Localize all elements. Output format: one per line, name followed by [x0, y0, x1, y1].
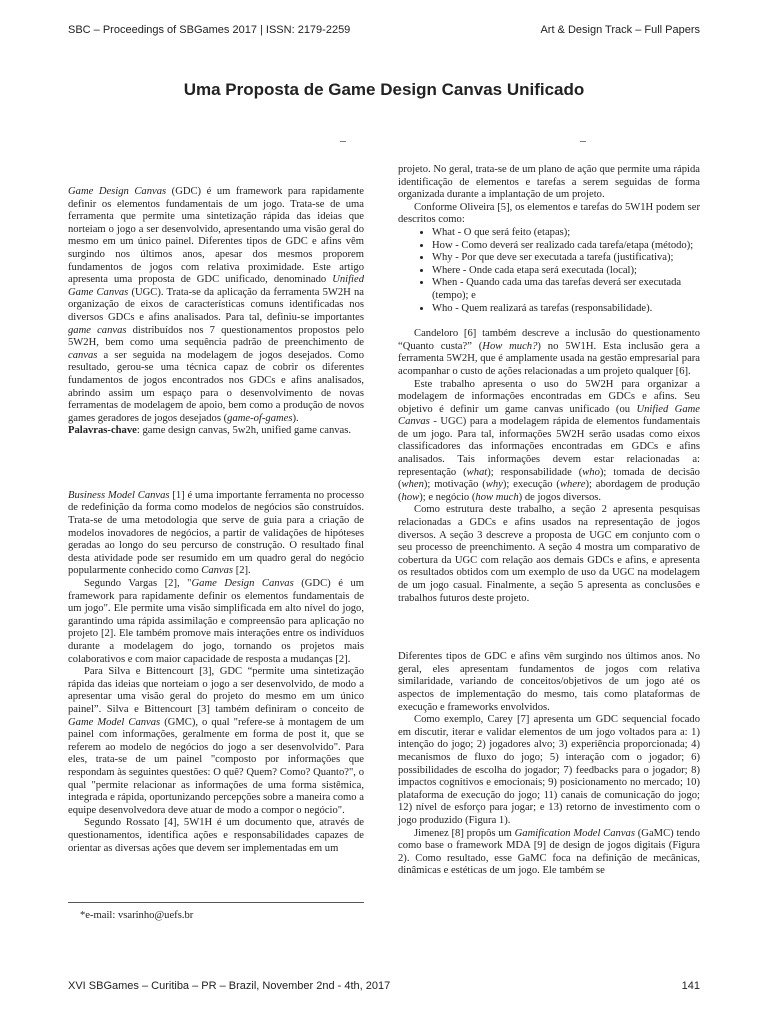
left-column	[68, 186, 364, 855]
right-paragraph-1: projeto. No geral, trata-se de um plano de ação que permite uma rápida identificação de elementos e tarefas a serem seguidas de forma organizada durante a implantação de um projeto.	[398, 164, 700, 201]
right-paragraph-5: Como estrutura deste trabalho, a seção 2 apresenta pesquisas relacionadas a GDCs e afins usados na representação de jogos diversos. A seção 3 descreve a proposta de UGC em conjunto com o seu processo de preenchimento. A seção 4 mostra um comparativo de cobertura da UGC com relação aos demais GDCs e afins, e apresenta os resultados obtidos com um exemplo de uso da UGC na modelagem de um jogo casual. Finalmente, a seção 5 apresenta as conclusões e trabalhos futuros deste projeto.	[398, 504, 700, 604]
intro-paragraph-2: Segundo Vargas [2], "Game Design Canvas (GDC) é um framework para rapidamente definir os elementos fundamentais de um jogo". Ele permite uma visão simplificada em alto nível do jogo, garantindo uma rápida assimilação e compreensão para aplicação no projeto [2]. Ele também promove mais interações entre os indivíduos durante a modelagem do jogo, tornando os projetos mais colaborativos e com maior capacidade de resposta a mudanças [2].	[68, 578, 365, 665]
5w1h-list	[398, 227, 700, 315]
author-dash-left: –	[340, 133, 346, 147]
running-header-left: SBC – Proceedings of SBGames 2017 | ISSN: 2179-2259	[68, 24, 351, 36]
list-item: • Where - Onde cada etapa será executada (local);	[432, 265, 700, 278]
list-item: • Who - Quem realizará as tarefas (responsabilidade).	[432, 303, 700, 316]
list-item: • Why - Por que deve ser executada a tarefa (justificativa);	[432, 252, 700, 265]
right-column	[398, 164, 700, 878]
page-number: 141	[681, 980, 700, 992]
paper-title: Uma Proposta de Game Design Canvas Unificado	[183, 80, 585, 99]
related-paragraph-1: Diferentes tipos de GDC e afins vêm surgindo nos últimos anos. No geral, eles apresentam fundamentos de jogos com relativa similaridade, variando de conceitos/objetivos de um jogo até os aspectos de implementação do mesmo, tais como plataformas de execução e frameworks envolvidos.	[398, 651, 700, 713]
list-item: • When - Quando cada uma das tarefas deverá ser executada (tempo); e	[432, 277, 700, 302]
intro-paragraph-3: Para Silva e Bittencourt [3], GDC “permite uma sintetização rápida das ideias que norteiam o jogo a ser desenvolvido, de modo a apresentar uma visão geral do projeto do mesmo em um único painel”. Silva e Bittencourt [3] também definiram o conceito de Game Model Canvas (GMC), o qual "refere-se à montagem de um painel com informações, geralmente em forma de post it, que se referem ao modelo de negócios do jogo a ser desenvolvido". Para eles, trata-se de um painel "composto por informações que respondam às seguintes questões: O quê? Quem? Como? Quanto?", o qual "permite relacionar as informações de uma forma sistêmica, integrada e rápida, oportunizando percepções sobre a maneira como a equipe desenvolvedora deve atuar de modo a compor o negócio".	[68, 666, 364, 816]
running-header-right: Art & Design Track – Full Papers	[540, 24, 700, 36]
related-paragraph-3: Jimenez [8] propôs um Gamification Model Canvas (GaMC) tendo como base o framework MDA [9] de design de jogos digitais (Figura 2). Como resultado, esse GaMC foca na definição de mecânicas, dinâmicas e estéticas de um jogo. Ele também se	[398, 827, 700, 877]
abstract: Game Design Canvas (GDC) é um framework para rapidamente definir os elementos fundamentais de um jogo. Trata-se de uma ferramenta que permite uma sintetização rápida das ideias que norteiam o jogo a ser desenvolvido, apresentando uma visão geral do mesmo em um único painel. Diferentes tipos de GDC e afins vêm surgindo nos últimos anos, apesar dos mesmos proporem fundamentos de jogos com relativa proximidade. Este artigo apresenta uma proposta de GDC unificado, denominado Unified Game Canvas (UGC). Trata-se da aplicação da ferramenta 5W2H na organização de eixos de características comuns identificadas nos diversos GDCs e afins analisados. Para tal, definiu-se importantes game canvas distribuídos nos 7 questionamentos propostos pelo 5W2H, bem como uma sequência padrão de preenchimento de canvas a ser seguida na modelagem de jogos desejados. Como resultado, gerou-se uma técnica capaz de cobrir os diferentes fundamentos de jogos encontrados nos GDCs e afins analisados, abrindo assim um espaço para o desenvolvimento de novas ferramentas de modelagem de apoio, bem como a produção de novos games geradores de jogos desejados (game-of-games).	[68, 186, 364, 424]
right-paragraph-3: Candeloro [6] também descreve a inclusão do questionamento “Quanto custa?” (How much?) no 5W1H. Esta inclusão gera a ferramenta 5W2H, que é amplamente usada na gestão empresarial para acompanhar o custo de ações relacionadas a um projeto qualquer [6].	[398, 328, 700, 377]
related-paragraph-2: Como exemplo, Carey [7] apresenta um GDC sequencial focado em discutir, iterar e validar elementos de um jogo voltados para a: 1) intenção do jogo; 2) jogadores alvo; 3) experiência proporcionada; 4) mecanismos de fluxo do jogo; 5) interação com o jogador; 6) possibilidades de escolha do jogador; 7) feedbacks para o jogador; 8) impactos cognitivos e emocionais; 9) posicionamento no mercado; 10) plataforma de execução do jogo; 11) canais de comunicação do jogo; 12) nível de esforço para jogar; e 13) retorno de investimento com o jogo produzido (Figura 1).	[398, 714, 700, 826]
intro-paragraph-4: Segundo Rossato [4], 5W1H é um documento que, através de questionamentos, identifica ações e responsabilidades capazes de orientar as diversas ações que devem ser implementadas em um	[68, 817, 364, 854]
author-dash-right: –	[580, 133, 586, 147]
list-item: • What - O que será feito (etapas);	[432, 227, 700, 240]
footnote-rule	[68, 902, 364, 903]
right-paragraph-2: Conforme Oliveira [5], os elementos e tarefas do 5W1H podem ser descritos como:	[398, 201, 700, 226]
keywords: Palavras-chave: game design canvas, 5w2h, unified game canvas.	[68, 425, 352, 437]
list-item: • How - Como deverá ser realizado cada tarefa/etapa (método);	[432, 240, 700, 253]
intro-paragraph-1: Business Model Canvas [1] é uma importante ferramenta no processo de redefinição da forma como modelos de negócios são construídos. Trata-se de uma metodologia que serve de guia para a criação de modelos inovadores de negócios, a partir de validações de hipóteses geradas ao longo do seu percurso de construção. O resultado final desta atividade pode ser resumido em um quadro geral do negócio popularmente conhecido como Canvas [2].	[68, 489, 364, 577]
footnote-email: *e-mail: vsarinho@uefs.br	[80, 910, 194, 921]
running-footer-left: XVI SBGames – Curitiba – PR – Brazil, November 2nd - 4th, 2017	[68, 980, 391, 992]
right-paragraph-4: Este trabalho apresenta o uso do 5W2H para organizar a modelagem de informações encontradas em GDCs e afins. Seu objetivo é definir um game canvas unificado (ou Unified Game Canvas - UGC) para a modelagem rápida de elementos fundamentais de um jogo. Para tal, informações 5W2H serão usadas como eixos classificadores das informações encontradas em GDCs e afins analisados. Tais informações devem estar relacionadas a: representação (what); responsabilidade (who); tomada de decisão (when); motivação (why); execução (where); abordagem de produção (how); e negócio (how much) de jogos diversos.	[398, 378, 700, 503]
